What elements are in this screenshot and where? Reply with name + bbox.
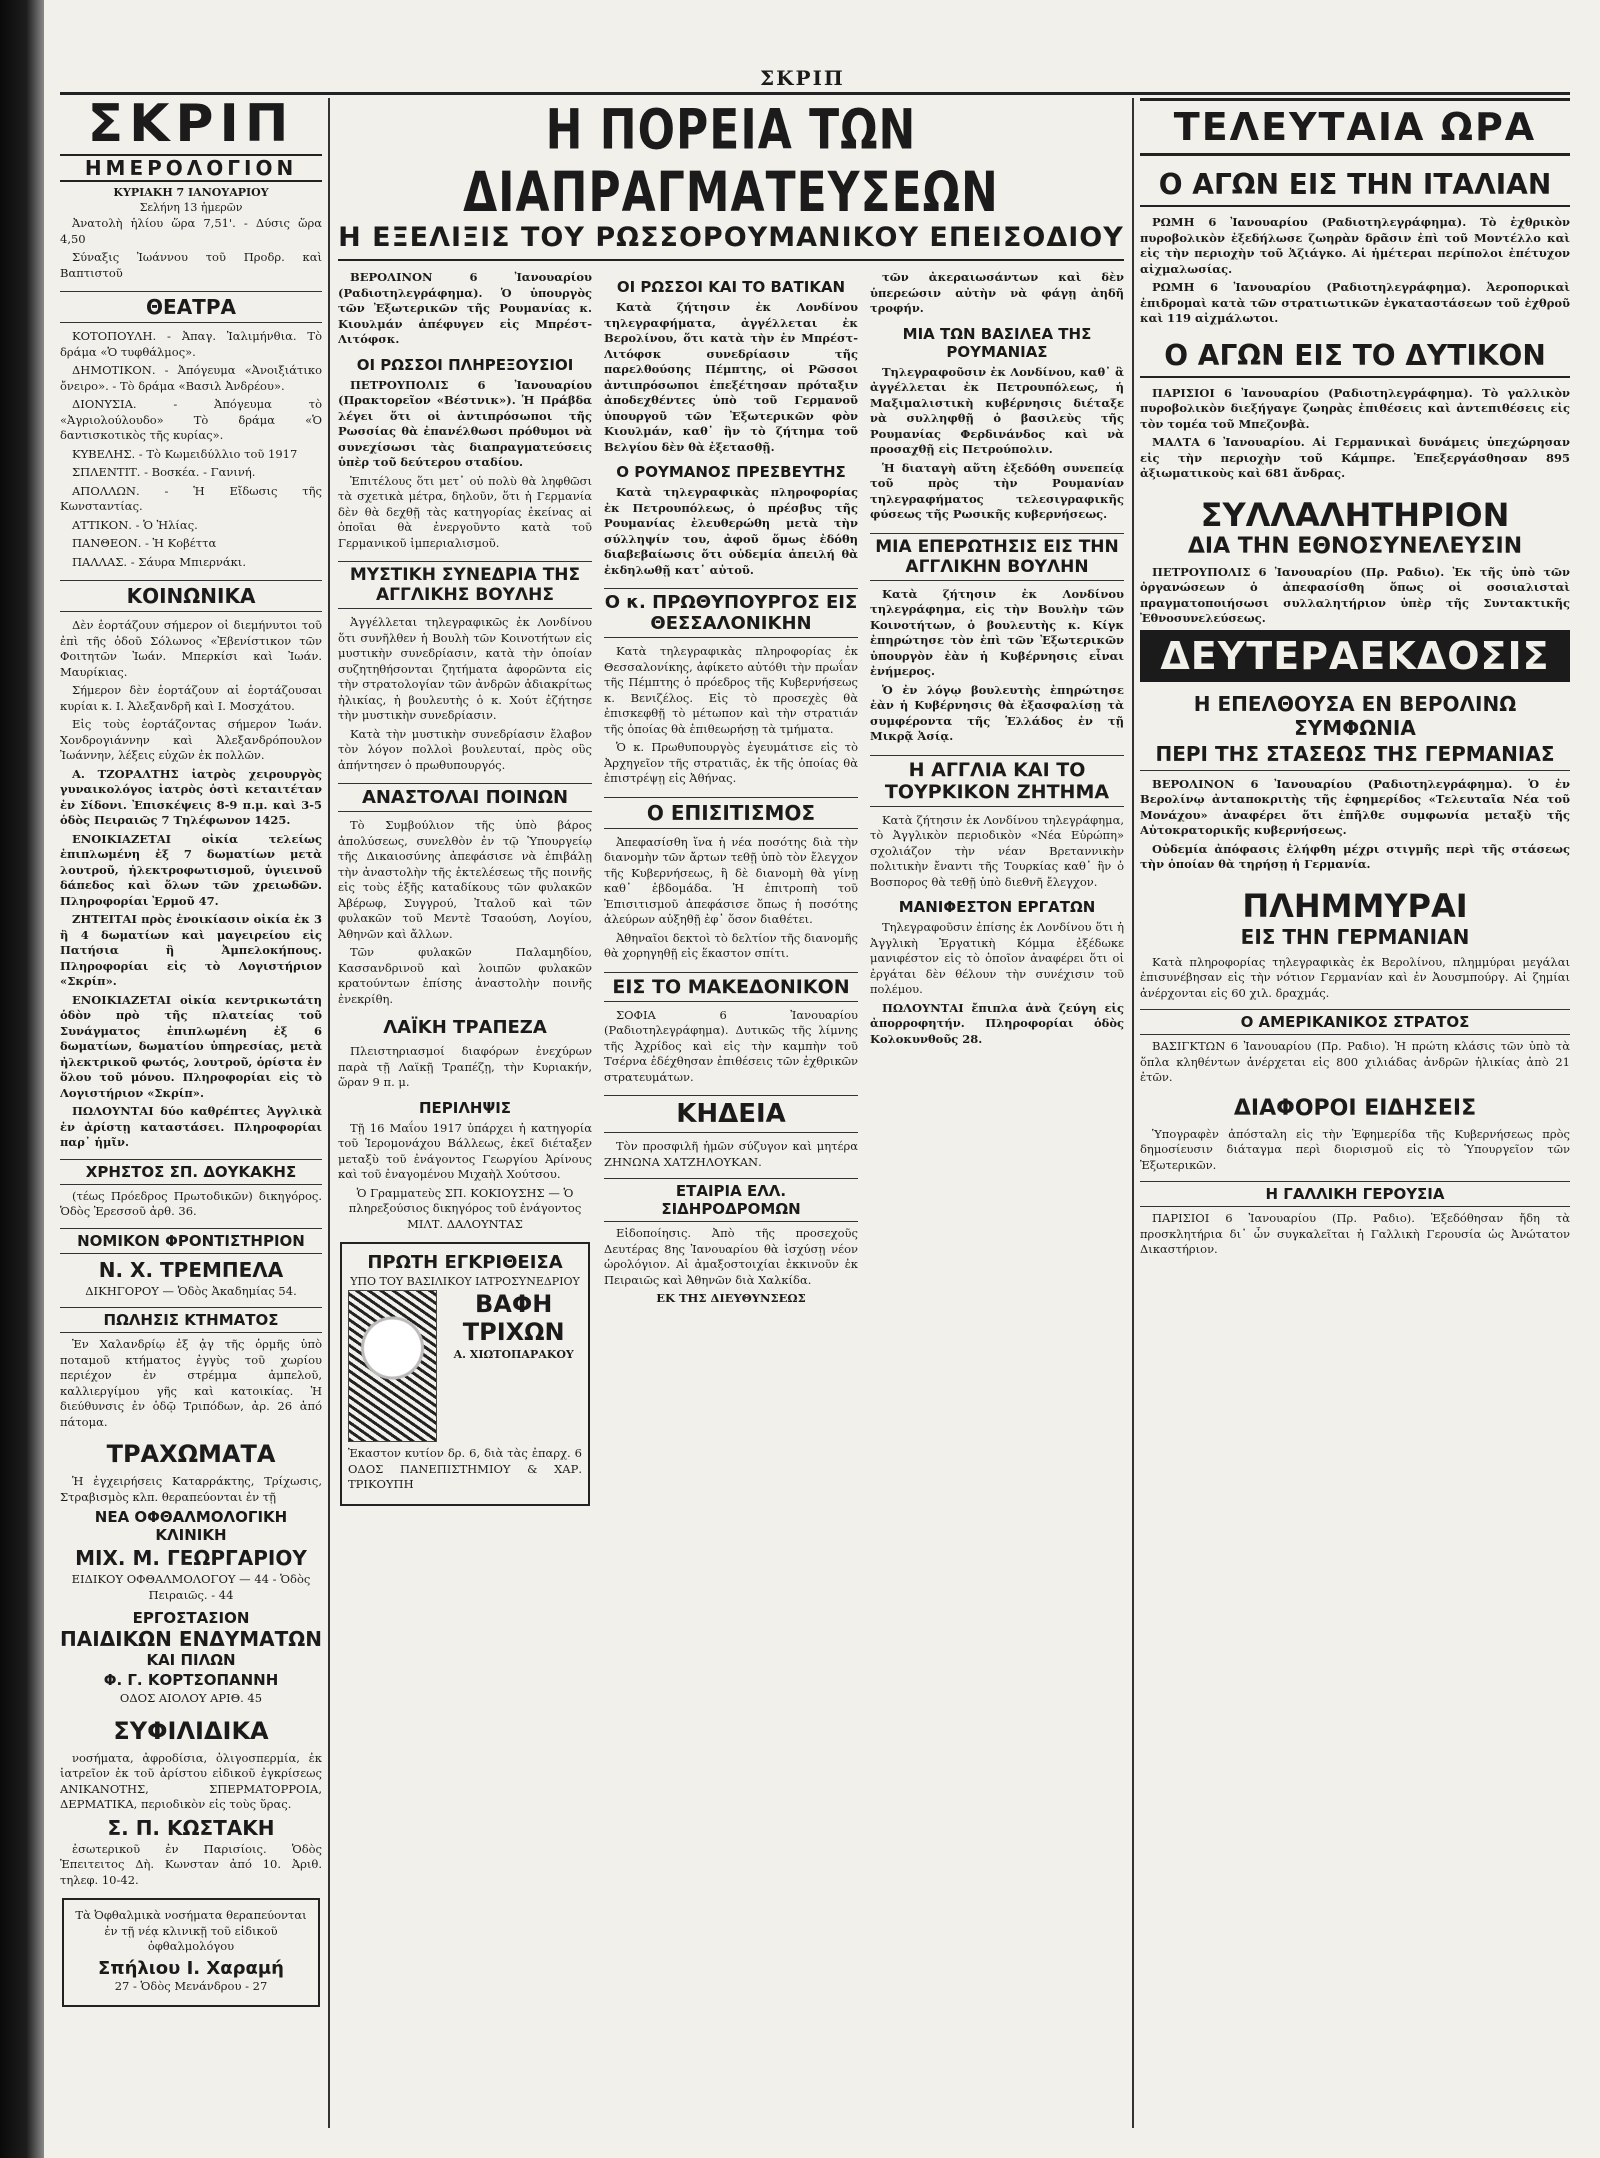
england-turkey-heading: Η ΑΓΓΛΙΑ ΚΑΙ ΤΟ ΤΟΥΡΚΙΚΟΝ ΖΗΤΗΜΑ bbox=[870, 755, 1124, 807]
lawyer-heading: ΧΡΗΣΤΟΣ ΣΠ. ΔΟΥΚΑΚΗΣ bbox=[60, 1159, 322, 1185]
article-text: ΠΕΤΡΟΥΠΟΛΙΣ 6 Ἰανουαρίου (Πρακτορεῖον «Βέστνικ»). Ἡ Πράβδα λέγει ὅτι οἱ ἀντιπρόσωποι τῆς Ρωσσίας θὰ ἐπανέλθωσι πρόθυμοι νὰ συνεχίσωσι τὰς διαπραγματεύσεις ὑπὲρ τοῦ δεύτερου σταδίου. bbox=[338, 377, 592, 469]
syphilis-text: νοσήματα, ἀφροδίσια, ὀλιγοσπερμία, ἐκ ἰατρεῖον ἐκ τοῦ ἀρίστου εἰδικοῦ ἐγκρίσεως ΑΝΙΚΑΝΟΤΗΣ, ΣΠΕΡΜΑΤΟΡΡΟΙΑ, ΔΕΡΜΑΤΙΚΑ, περιοδικὸν εἰς τοὺς ὕρας. bbox=[60, 1750, 322, 1811]
trachoma-heading: ΤΡΑΧΩΜΑΤΑ bbox=[106, 1440, 276, 1468]
berlin-agreement-heading: Η ΕΠΕΛΘΟΥΣΑ ΕΝ ΒΕΡΟΛΙΝΩ ΣΥΜΦΩΝΙΑ bbox=[1193, 691, 1517, 740]
summary-heading: ΠΕΡΙΛΗΨΙΣ bbox=[418, 1098, 512, 1117]
newspaper-page bbox=[60, 66, 1570, 2130]
macedonia-text: ΣΟΦΙΑ 6 Ἰανουαρίου (Ραδιοτηλεγράφημα). Δυτικῶς τῆς λίμνης τῆς Ἀχρίδος καὶ εἰς τὴν καμπὴν τοῦ Τσέρνα ἐδέχθησαν ἐπιθέσεις τῶν ἐχθρικῶν στρατευμάτων. bbox=[604, 1007, 858, 1084]
italy-text-2: ΡΩΜΗ 6 Ἰανουαρίου (Ραδιοτηλεγράφημα). Ἀεροπορικαὶ ἐπιδρομαὶ κατὰ τῶν στρατιωτικῶν ἐγκαταστάσεων τοῦ ἐχθροῦ καὶ 119 αἰχμάλωτοι. bbox=[1140, 280, 1570, 325]
west-front-text: ΠΑΡΙΣΙΟΙ 6 Ἰανουαρίου (Ραδιοτηλεγράφημα). Τὸ γαλλικὸν πυροβολικὸν διεξήγαγε ζωηρὰς ἐπιθέσεις καὶ ἀντεπιθέσεις εἰς τὸν τομέα τοῦ Μπεζονβὰ. bbox=[1140, 385, 1570, 431]
main-subheadline: Η ΕΞΕΛΙΞΙΣ ΤΟΥ ΡΩΣΣΟΡΟΥΜΑΝΙΚΟΥ ΕΠΕΙΣΟΔΙΟΥ bbox=[338, 222, 1124, 261]
macedonia-heading: ΕΙΣ ΤΟ ΜΑΚΕΔΟΝΙΚΟΝ bbox=[604, 972, 858, 1002]
left-column bbox=[60, 98, 322, 2128]
moon-line: Σελήνη 13 ἡμερῶν bbox=[139, 201, 243, 214]
premier-text: Κατὰ τηλεγραφικὰς πληροφορίας ἐκ Θεσσαλονίκης, ἀφίκετο αὐτόθι τὴν πρωΐαν τῆς Πέμπτης ὁ πρόεδρος τῆς Κυβερνήσεως κ. Βενιζέλος. Εἰς τὸ προσεχὲς θὰ ἐπισκεφθῇ τὸ μέτωπον καὶ τὴν στρατιάν τῆς ὁποίας θὰ ἐπιθεωρήσῃ τὰ τμήματα. bbox=[604, 644, 858, 736]
factory-heading-3: ΚΑΙ ΠΙΛΩΝ bbox=[146, 1651, 236, 1669]
germany-stance-heading: ΠΕΡΙ ΤΗΣ ΣΤΑΣΕΩΣ ΤΗΣ ΓΕΡΜΑΝΙΑΣ bbox=[1140, 742, 1570, 771]
theatre-entry: ΣΠΛΕΝΤΙΤ. - Βοσκέα. - Γανινή. bbox=[72, 465, 256, 479]
article-continuation: τῶν ἀκεραιωσάντων καὶ δὲν ὑπερεώσιν αὐτὴν νὰ φάγῃ ἀηδῆ τροφήν. bbox=[870, 270, 1124, 315]
floods-heading: ΠΛΗΜΜΥΡΑΙ bbox=[1242, 886, 1468, 925]
hair-dye-ad-subheading: ΥΠΟ ΤΟΥ ΒΑΣΙΛΙΚΟΥ ΙΑΤΡΟΣΥΝΕΔΡΙΟΥ bbox=[350, 1275, 580, 1288]
property-sale-heading: ΠΩΛΗΣΙΣ ΚΤΗΜΑΤΟΣ bbox=[60, 1307, 322, 1333]
summary-signature: Ὁ Γραμματεὺς ΣΠ. ΚΟΚΙΟΥΣΗΣ — Ὁ πληρεξούσιος δικηγόρος τοῦ ἐνάγοντος ΜΙΛΤ. ΔΑΛΟΥΝΤΑΣ bbox=[348, 1185, 582, 1231]
law-office-text: ΔΙΚΗΓΟΡΟΥ — Ὁδὸς Ἀκαδημίας 54. bbox=[85, 1283, 297, 1298]
lawyer-text: (τέως Πρόεδρος Πρωτοδικῶν) δικηγόρος. Ὁδὸς Ἐρεσσοῦ ἀρθ. 36. bbox=[60, 1188, 322, 1218]
romania-king-text-2: Ἡ διαταγὴ αὕτη ἐξεδόθη συνεπείᾳ τοῦ πρὸς τὴν Ρουμανίαν τηλεγραφήματος τελεσιγραφικῆς φύσεως τῆς Ρωσικῆς κυβερνήσεως. bbox=[870, 460, 1124, 521]
clinic-heading: ΝΕΑ ΟΦΘΑΛΜΟΛΟΓΙΚΗ ΚΛΙΝΙΚΗ bbox=[94, 1508, 288, 1544]
penalty-text-2: Τῶν φυλακῶν Παλαμηδίου, Κασσανδρινοῦ καὶ λοιπῶν φυλακῶν κρατούντων ἐπίσης ἀναστολὴν ποινῆς ἐνεκρίθη. bbox=[338, 945, 592, 1006]
inquiry-heading: ΜΙΑ ΕΠΕΡΩΤΗΣΙΣ ΕΙΣ ΤΗΝ ΑΓΓΛΙΚΗΝ ΒΟΥΛΗΝ bbox=[870, 533, 1124, 581]
west-front-text-2: ΜΑΛΤΑ 6 Ἰανουαρίου. Αἱ Γερμανικαὶ δυνάμεις ὑπεχώρησαν εἰς τὴν περιοχὴν τοῦ Κάμπρε. Ἐπεξεργάσθησαν 895 ἀξιωματικοὺς καὶ 681 ἄνδρας. bbox=[1140, 435, 1570, 480]
theatre-entry: ΚΥΒΕΛΗΣ. - Τὸ Κωμειδύλλιο τοῦ 1917 bbox=[72, 446, 298, 461]
brand-title: ΣΚΡΙΠ bbox=[87, 98, 295, 154]
main-headline: Η ΠΟΡΕΙΑ ΤΩΝ ΔΙΑΠΡΑΓΜΑΤΕΥΣΕΩΝ bbox=[463, 98, 999, 225]
center-column-2 bbox=[604, 270, 858, 2128]
provisioning-text-2: Ἀθηναῖοι δεκτοὶ τὸ δελτίον τῆς διανομῆς θὰ χορηγηθῇ εἰς ἕκαστον σπίτι. bbox=[604, 930, 858, 960]
social-note: Δὲν ἑορτάζουν σήμερον οἱ διεμήνυτοι τοῦ ἐπὶ τῆς ὁδοῦ Σόλωνος «Ἐβενίστικον τῶν Φοιτητῶν Ἰωάν. Μπερκίσι καὶ Ἰωάν. Μαυρίκιας. bbox=[60, 618, 322, 679]
clinic-text: ΕΙΔΙΚΟΥ ΟΦΘΑΛΜΟΛΟΓΟΥ — 44 - Ὁδὸς Πειραιῶς. - 44 bbox=[71, 1572, 311, 1602]
railway-text: Εἰδοποίησις. Ἀπὸ τῆς προσεχοῦς Δευτέρας 8ης Ἰανουαρίου θὰ ἰσχύσῃ νέον ὡρολόγιον. Αἱ ἀμαξοστοιχίαι ἐκκινοῦν ἐκ Πειραιῶς καὶ Ἀθηνῶν διὰ Χαλκίδα. bbox=[604, 1226, 858, 1287]
hair-dye-ad bbox=[340, 1242, 590, 1506]
column-rule bbox=[1132, 98, 1134, 2128]
penalty-heading: ΑΝΑΣΤΟΛΑΙ ΠΟΙΝΩΝ bbox=[338, 783, 592, 812]
bank-heading: ΛΑΪΚΗ ΤΡΑΠΕΖΑ bbox=[383, 1017, 547, 1038]
railway-signature: ΕΚ ΤΗΣ ΔΙΕΥΘΥΝΣΕΩΣ bbox=[656, 1291, 806, 1305]
french-senate-text: ΠΑΡΙΣΙΟΙ 6 Ἰανουαρίου (Πρ. Ραδιο). Ἐξεδόθησαν ἤδη τὰ προσκλητήρια δι᾽ ὧν συγκαλεῖται ἡ Γαλλικὴ Γερουσία ὡς Ἀνώτατον Δικαστήριον. bbox=[1140, 1211, 1570, 1256]
premier-heading: Ο κ. ΠΡΩΘΥΠΟΥΡΓΟΣ ΕΙΣ ΘΕΣΣΑΛΟΝΙΚΗΝ bbox=[604, 588, 858, 638]
theatre-entry: ΔΗΜΟΤΙΚΟΝ. - Ἀπόγευμα «Ἀνοιξιάτικο ὄνειρο». - Τὸ δράμα «Βασιλ Ἀνδρέου». bbox=[60, 363, 322, 393]
classified-ad: ΠΩΛΟΥΝΤΑΙ δύο καθρέπτες Ἀγγλικὰ ἐν ἀρίστῃ καταστάσει. Πληροφορίαι παρ᾽ ἡμῖν. bbox=[60, 1104, 322, 1149]
theatre-entry: ΑΤΤΙΚΟΝ. - Ὁ Ἠλίας. bbox=[72, 517, 198, 532]
eye-clinic-text: Τὰ Ὀφθαλμικὰ νοσήματα θεραπεύονται ἐν τῇ νέᾳ κλινικῇ τοῦ εἰδικοῦ ὀφθαλμολόγου bbox=[75, 1908, 307, 1953]
berlin-agreement-text-2: Οὐδεμία ἀπόφασις ἐλήφθη μέχρι στιγμῆς περὶ τῆς στάσεως τὴν ὁποίαν θὰ τηρήσῃ ἡ Γερμανία. bbox=[1140, 841, 1570, 871]
hair-dye-ad-heading: ΠΡΩΤΗ ΕΓΚΡΙΘΕΙΣΑ bbox=[367, 1252, 563, 1273]
french-senate-heading: Η ΓΑΛΛΙΚΗ ΓΕΡΟΥΣΙΑ bbox=[1140, 1181, 1570, 1207]
clinic-name: ΜΙΧ. Μ. ΓΕΩΡΓΑΡΙΟΥ bbox=[75, 1546, 307, 1570]
railway-heading: ΕΤΑΙΡΙΑ ΕΛΛ. ΣΙΔΗΡΟΔΡΟΜΩΝ bbox=[604, 1178, 858, 1222]
england-turkey-text: Κατὰ ζήτησιν ἐκ Λονδίνου τηλεγράφημα, τὸ Ἀγγλικὸν περιοδικὸν «Νέα Εὐρώπη» σχολιάζον τὴν νέαν Βρεταννικὴν πολιτικὴν ἔναντι τῆς Τουρκίας καθ᾽ ἣν ὁ Βοσπορος θὰ τεθῇ ὑπὸ διεθνῆ ἔλεγχον. bbox=[870, 812, 1124, 889]
classified-ad: ΖΗΤΕΙΤΑΙ πρὸς ἐνοικίασιν οἰκία ἐκ 3 ἢ 4 δωματίων καὶ μαγειρείου εἰς Πατήσια ἢ Ἀμπελοκήπους. Πληροφορίαι εἰς τὸ Λογιστήριον «Σκρίπ». bbox=[60, 912, 322, 988]
secret-session-text-2: Κατὰ τὴν μυστικὴν συνεδρίασιν ἔλαβον τὸν λόγον πολλοὶ βουλευταί, πρὸς οὓς ἀπήντησεν ὁ πρωθυπουργός. bbox=[338, 726, 592, 772]
furniture-sale-ad: ΠΩΛΟΥΝΤΑΙ ἔπιπλα ἀνὰ ζεύγη εἰς ἀπορροφητήν. Πληροφορίαι ὁδὸς Κολοκυνθοῦς 28. bbox=[870, 1000, 1124, 1046]
woman-portrait-icon bbox=[348, 1290, 437, 1442]
classified-ad: ΕΝΟΙΚΙΑΖΕΤΑΙ οἰκία κεντρικωτάτη ὁδὸν πρὸ τῆς πλατείας τοῦ Συνάγματος ἐπιπλωμένη ἐξ 6 δωματίων, δωματίου ὑπηρεσίας, μετὰ ἠλεκτρικοῦ φωτός, λουτροῦ, ὁρίστα ἐν ὅλου τοῦ μόνου. Πληροφορίαι εἰς τὸ Λογιστήριον «Σκρίπ». bbox=[60, 992, 322, 1100]
law-office-name: Ν. Χ. ΤΡΕΜΠΕΛΑ bbox=[98, 1257, 284, 1282]
west-front-heading: Ο ΑΓΩΝ ΕΙΣ ΤΟ ΔΥΤΙΚΟΝ bbox=[1140, 339, 1570, 378]
theatre-entry: ΠΑΛΛΑΣ. - Σάυρα Μπιερνάκι. bbox=[72, 554, 246, 569]
workers-manifesto-text: Τηλεγραφοῦσιν ἐπίσης ἐκ Λονδίνου ὅτι ἡ Ἀγγλικὴ Ἐργατικὴ Κόμμα ἐξέδωκε μανιφέστον εἰς τὸ ὁποῖον ἀναφέρει ὅτι οἱ ἐργάται δὲν θέλουν τὴν συνέχισιν τοῦ πολέμου. bbox=[870, 920, 1124, 996]
theatre-entry: ΑΠΟΛΛΩΝ. - Ἡ Εἴδωσις τῆς Κωνσταντίας. bbox=[60, 483, 322, 513]
premier-text-2: Ὁ κ. Πρωθυπουργὸς ἐγευμάτισε εἰς τὸ Ἀρχηγεῖον τῆς στρατιᾶς, ἐκ τῆς ὁποίας θὰ ἐπιστρέψῃ εἰς Ἀθήνας. bbox=[604, 740, 858, 785]
misc-news-text: Ὑπογραφὲν ἀπόσταλη εἰς τὴν Ἐφημερίδα τῆς Κυβερνήσεως πρὸς δημοσίευσιν διάταγμα περὶ διορισμοῦ εἰς τὸ Ὑπουργεῖον τῶν Ἐξωτερικῶν. bbox=[1140, 1126, 1570, 1172]
provisioning-heading: Ο ΕΠΙΣΙΤΙΣΜΟΣ bbox=[604, 797, 858, 829]
last-hour-banner: ΤΕΛΕΥΤΑΙΑ ΩΡΑ bbox=[1140, 98, 1570, 156]
saint-line: Σύναξις Ἰωάννου τοῦ Προδρ. καὶ Βαπτιστοῦ bbox=[60, 250, 322, 280]
vatican-heading: ΟΙ ΡΩΣΣΟΙ ΚΑΙ ΤΟ ΒΑΤΙΚΑΝ bbox=[616, 278, 846, 296]
syphilis-address: ἐσωτερικοῦ ἐν Παρισίοις. Ὁδὸς Ἐπειτειτος Δὴ. Κωνσταν ἀπό 10. Ἀριθ. τηλεφ. 10-42. bbox=[60, 1841, 322, 1887]
hair-dye-ad-text: Ἐκαστον κυτίον δρ. 6, διὰ τὰς ἐπαρχ. 6 ΟΔΟΣ ΠΑΝΕΠΙΣΤΗΜΙΟΥ & ΧΑΡ. ΤΡΙΚΟΥΠΗ bbox=[348, 1446, 582, 1491]
rally-heading: ΣΥΛΛΑΛΗΤΗΡΙΟΝ bbox=[1200, 495, 1510, 534]
factory-heading-2: ΠΑΙΔΙΚΩΝ ΕΝΔΥΜΑΤΩΝ bbox=[60, 1627, 322, 1651]
floods-text: Κατὰ πληροφορίας τηλεγραφικὰς ἐκ Βερολίνου, πλημμύραι μεγάλαι ἐπισυνέβησαν εἰς τὴν νότιον Γερμανίαν καὶ ἐν Ἀουσμπούργ. Αἱ ζημίαι ἀνέρχονται εἰς 60 χιλ. δραχμάς. bbox=[1140, 954, 1570, 1000]
center-headlines bbox=[338, 98, 1124, 268]
american-army-text: ΒΑΣΙΓΚΤΩΝ 6 Ἰανουαρίου (Πρ. Ραδιο). Ἡ πρώτη κλάσις τῶν ὑπὸ τὰ ὅπλα κληθέντων ἀνέρχεται εἰς 800 χιλιάδας ἀνδρῶν ἡλικίας ἀπὸ 21 ἐτῶν. bbox=[1140, 1039, 1570, 1084]
italy-text: ΡΩΜΗ 6 Ἰανουαρίου (Ραδιοτηλεγράφημα). Τὸ ἐχθρικὸν πυροβολικὸν ἐξεδήλωσε ζωηρὰν δρᾶσιν ἐπὶ τοῦ Μοντέλλο καὶ εἰς τὴν περιοχὴν τοῦ Ἀζιάγκο. Αἱ ἡμέτεραι περίπολοι ἐπέτυχον αἰχμαλωσίας. bbox=[1140, 215, 1570, 276]
theatre-entry: ΚΟΤΟΠΟΥΛΗ. - Ἀπαγ. Ἱαλιμήνθια. Τὸ δράμα «Ὁ τυφθάλμος». bbox=[60, 329, 322, 359]
romania-king-text: Τηλεγραφοῦσιν ἐκ Λονδίνου, καθ᾽ ἃ ἀγγέλλεται ἐκ Πετρουπόλεως, ἡ Μαξιμαλιστικὴ κυβέρνησις διέταξε νὰ συλληφθῇ ὁ βασιλεὺς τῆς Ρουμανίας Φερδινάνδος καὶ νὰ προσαχθῇ εἰς Πετρούπολιν. bbox=[870, 364, 1124, 456]
envoy-text: Κατὰ τηλεγραφικὰς πληροφορίας ἐκ Πετρουπόλεως, ὁ πρέσβυς τῆς Ρουμανίας ἐλευθερώθη μετὰ τὴν σύλληψίν του, ἀφοῦ ὅμως ἐδόθη διαβεβαίωσις ὅτι οὐδεμία ἀπειλή θὰ ἐκδηλωθῇ κατ᾽ αὐτοῦ. bbox=[604, 485, 858, 577]
syphilis-heading: ΣΥΦΙΛΙΔΙΚΑ bbox=[113, 1716, 269, 1745]
inquiry-text-2: Ὁ ἐν λόγῳ βουλευτὴς ἐπηρώτησε ἐὰν ἡ Κυβέρνησις θὰ ἐξασφαλίσῃ τὰ συμφέροντα τῆς Ἑλλάδος ἐν τῇ Μικρᾷ Ἀσίᾳ. bbox=[870, 682, 1124, 743]
factory-name: Φ. Γ. ΚΟΡΤΣΟΠΑΝΝΗ bbox=[103, 1671, 279, 1689]
article-text: Ἐπιτέλους ὅτι μετ᾽ οὐ πολὺ θὰ ληφθῶσι τὰ σχετικὰ μέτρα, δηλοῦν, ὅτι ἡ Γερμανία δὲν θὰ δεχθῇ τὰς κατηγορίας ἐκείνας αἱ ὁποῖαι θὰ ἐνεργοῦντο κατὰ τοῦ Γερμανικοῦ ἰμπεριαλισμοῦ. bbox=[338, 473, 592, 550]
calendar-title: ΗΜΕΡΟΛΟΓΙΟΝ bbox=[60, 154, 322, 182]
law-office-heading: ΝΟΜΙΚΟΝ ΦΡΟΝΤΙΣΤΗΡΙΟΝ bbox=[60, 1228, 322, 1254]
sun-line: Ἀνατολὴ ἡλίου ὥρα 7,51'. - Δύσις ὥρα 4,50 bbox=[60, 216, 322, 246]
workers-manifesto-heading: ΜΑΝΙΦΕΣΤΟΝ ΕΡΓΑΤΩΝ bbox=[898, 898, 1096, 916]
eye-clinic-doctor: Σπήλιου Ι. Χαραμή bbox=[98, 1957, 284, 1979]
right-column bbox=[1140, 98, 1570, 2128]
eye-clinic-address: 27 - Ὁδὸς Μενάνδρου - 27 bbox=[114, 1978, 268, 1993]
syphilis-doctor: Σ. Π. ΚΩΣΤΑΚΗ bbox=[107, 1815, 275, 1840]
factory-heading: ΕΡΓΟΣΤΑΣΙΟΝ bbox=[132, 1609, 250, 1627]
column-rule bbox=[328, 98, 330, 2128]
hair-dye-ad-name: Α. ΧΙΩΤΟΠΑΡΑΚΟΥ bbox=[453, 1348, 574, 1361]
date-line: ΚΥΡΙΑΚΗ 7 ΙΑΝΟΥΑΡΙΟΥ bbox=[113, 186, 269, 199]
misc-news-heading: ΔΙΑΦΟΡΟΙ ΕΙΔΗΣΕΙΣ bbox=[1233, 1095, 1477, 1121]
hair-dye-ad-title: ΒΑΦΗ ΤΡΙΧΩΝ bbox=[462, 1290, 565, 1346]
article-lead: ΒΕΡΟΛΙΝΟΝ 6 Ἰανουαρίου (Ραδιοτηλεγράφημα). Ὁ ὑπουργὸς τῶν Ἐξωτερικῶν τῆς Ρουμανίας κ. Κιουλμάν ἀπέφυγεν εἰς Μπρέστ-Λιτόφσκ. bbox=[338, 270, 592, 346]
funeral-text: Τὸν προσφιλῆ ἡμῶν σύζυγον καὶ μητέρα ΖΗΝΩΝΑ ΧΑΤΖΗΛΟΥΚΑΝ. bbox=[604, 1139, 858, 1169]
theatres-heading: ΘΕΑΤΡΑ bbox=[60, 291, 322, 323]
romania-king-heading: ΜΙΑ ΤΩΝ ΒΑΣΙΛΕΑ ΤΗΣ ΡΟΥΜΑΝΙΑΣ bbox=[902, 324, 1092, 361]
summary-text: Τῇ 16 Μαΐου 1917 ὑπάρχει ἡ κατηγορία τοῦ Ἱερομονάχου Βάλλεως, ἐκεῖ διέταξεν μεταξὺ τοῦ ἐνάγοντος Γεωργίου Ἀρίνους καὶ τοῦ ἐναγομένου Μιχαὴλ Χούτσου. bbox=[338, 1120, 592, 1181]
classified-ad: Α. ΤΖΟΡΑΛΤΗΣ ἰατρὸς χειρουργὸς γυναικολόγος ἰατρὸς ὁστὶ κεταιτέταν ἐν Σίδονι. Ἐπισκέψεις 8-9 π.μ. καὶ 3-5 ὁδὸς Πειραιῶς 7 Τηλέφωνον 1425. bbox=[60, 766, 322, 827]
envoy-heading: Ο ΡΟΥΜΑΝΟΣ ΠΡΕΣΒΕΥΤΗΣ bbox=[616, 463, 846, 481]
article-subheading: ΟΙ ΡΩΣΣΟΙ ΠΛΗΡΕΞΟΥΣΙΟΙ bbox=[356, 355, 574, 374]
rally-text: ΠΕΤΡΟΥΠΟΛΙΣ 6 Ἰανουαρίου (Πρ. Ραδιο). Ἐκ τῆς ὑπὸ τῶν ὀργανώσεων ὁ ἀπεφασίσθη ὅπως οἱ σοσιαλισταὶ πραγματοποιήσωσι συλλαλητήριον ὑπὲρ τῆς Συντακτικῆς Ἐθνοσυνελεύσεως. bbox=[1140, 564, 1570, 625]
classified-ad: ΕΝΟΙΚΙΑΖΕΤΑΙ οἰκία τελείως ἐπιπλωμένη ἐξ 7 δωματίων μετὰ λουτροῦ, ἠλεκτροφωτισμοῦ, ὑγιεινοῦ δάπεδος καὶ ὅλων τῶν χρειωδῶν. Πληροφορίαι Ἐρμοῦ 47. bbox=[60, 831, 322, 908]
secret-session-text: Ἀγγέλλεται τηλεγραφικῶς ἐκ Λονδίνου ὅτι συνῆλθεν ἡ Βουλὴ τῶν Κοινοτήτων εἰς μυστικὴν συνεδρίασιν, κατὰ τὴν ὁποίαν συζητηθήσονται ζητήματα ἀφορῶντα εἰς τὴν στρατολογίαν τῶν ἀνδρῶν ἀδιακρίτως ἡλικίας, ἡ βουλευτὴς ὁ κ. Χούτ ἐζήτησε τὴν μυστικὴν συνεδρίασιν. bbox=[338, 615, 592, 722]
scan-edge bbox=[0, 0, 44, 2158]
factory-address: ΟΔΟΣ ΑΙΟΛΟΥ ΑΡΙΘ. 45 bbox=[119, 1691, 263, 1705]
social-note: Εἰς τοὺς ἑορτάζοντας σήμερον Ἰωάν. Χονδρογιάννην καὶ Ἀλεξανδρόπουλον Ἰωάννην, λέξεις εὐχῶν ἐκ πολλῶν. bbox=[60, 717, 322, 762]
eye-clinic-box bbox=[62, 1898, 320, 2007]
social-note: Σήμερον δὲν ἑορτάζουν αἱ ἑορτάζουσαι κυρίαι κ. Ι. Ἀλεξανδρῆ καὶ Ι. Μοσχάτου. bbox=[60, 683, 322, 713]
secret-session-heading: ΜΥΣΤΙΚΗ ΣΥΝΕΔΡΙΑ ΤΗΣ ΑΓΓΛΙΚΗΣ ΒΟΥΛΗΣ bbox=[338, 561, 592, 609]
second-edition-banner: ΔΕΥΤΕΡΑΕΚΔΟΣΙΣ bbox=[1140, 630, 1570, 682]
theatre-entry: ΠΑΝΘΕΟΝ. - Ἡ Κοβέττα bbox=[72, 536, 217, 550]
funeral-heading: ΚΗΔΕΙΑ bbox=[604, 1095, 858, 1133]
trachoma-text: Ἡ ἐγχειρήσεις Καταρράκτης, Τρίχωσις, Στραβισμὸς κλπ. θεραπεύονται ἐν τῇ bbox=[60, 1474, 322, 1504]
property-sale-text: Ἐν Χαλανδρίῳ ἐξ ᾀγ τῆς ὁρμῆς ὑπὸ ποταμοῦ κτήματος ἐγγὺς τοῦ χωρίου περιέχον ἐν στρέμμα ἀμπελοῦ, καλλιεργίμου γῆς καὶ κατοικίας. Ἡ διεύθυνσις ἐν ὁδῷ Τριπόδων, ἀρ. 26 ἀπό πάτομα. bbox=[60, 1337, 322, 1429]
floods-subheading: ΕΙΣ ΤΗΝ ΓΕΡΜΑΝΙΑΝ bbox=[1240, 924, 1470, 949]
center-column-3 bbox=[870, 270, 1124, 2128]
provisioning-text: Ἀπεφασίσθη ἵνα ἡ νέα ποσότης διὰ τὴν διανομὴν τῶν ἄρτων τεθῇ ὑπὸ τὸν ἔλεγχον τῆς Κυβερνήσεως, ἣ δὲ διανομὴ θὰ γίνῃ καθ᾽ ἑβδομάδα. Ἡ ἐπιτροπὴ τοῦ Ἐπισιτισμοῦ ἀπεφάσισε ὅπως ἡ ποσότης ἀλεύρων αὐξηθῇ ἐφ᾽ ὅσον διαθέτει. bbox=[604, 834, 858, 926]
inquiry-text: Κατὰ ζήτησιν ἐκ Λονδίνου τηλεγράφημα, εἰς τὴν Βουλὴν τῶν Κοινοτήτων, ὁ βουλευτὴς κ. Κίγκ ἐπηρώτησε τὸν ἐπὶ τῶν Ἐξωτερικῶν ὑπουργὸν ἐὰν ἡ Κυβέρνησις εἶναι ἐνήμερος. bbox=[870, 586, 1124, 678]
running-head bbox=[60, 66, 1570, 95]
center-column-1 bbox=[338, 270, 592, 2128]
american-army-heading: Ο ΑΜΕΡΙΚΑΝΙΚΟΣ ΣΤΡΑΤΟΣ bbox=[1140, 1009, 1570, 1035]
bank-text: Πλειστηριασμοί διαφόρων ἐνεχύρων παρὰ τῇ Λαϊκῇ Τραπέζῃ, τὴν Κυριακήν, ὥραν 9 π. μ. bbox=[338, 1044, 592, 1089]
vatican-text: Κατὰ ζήτησιν ἐκ Λονδίνου τηλεγραφήματα, ἀγγέλλεται ἐκ Βερολίνου, ὅτι κατὰ τὴν ἐν Μπρέστ-Λιτόφσκ συνεδρίασιν τῆς παρελθούσης Πέμπτης, οἱ Ρῶσσοι ἀντιπρόσωποι ἐπεξέτησαν πρόταξιν ἀποδεχθέντες ὑπὸ τοῦ Γερμανοῦ ὑπουργοῦ τῶν Ἐξωτερικῶν φὸν Κιουλμάν, καθ᾽ ἣν τὸ ζήτημα τοῦ Βελγίου δὲν θὰ ἐξετασθῇ. bbox=[604, 300, 858, 454]
social-heading: ΚΟΙΝΩΝΙΚΑ bbox=[60, 580, 322, 612]
italy-heading: Ο ΑΓΩΝ ΕΙΣ ΤΗΝ ΙΤΑΛΙΑΝ bbox=[1140, 168, 1570, 207]
penalty-text: Τὸ Συμβούλιον τῆς ὑπὸ βάρος ἀπολύσεως, συνελθὸν ἐν τῷ Ὑπουργείῳ τῆς Δικαιοσύνης ἀπεφάσισε νὰ ἐπιβάλῃ τὴν ἀναστολὴν τῆς ἐκτελέσεως τῆς ποινῆς εἰς τοὺς ἑξῆς καταδίκους τῶν φυλακῶν Ἀβέρωφ, Συγγρού, Ἰταλοῦ καὶ τῶν φυλακῶν τοῦ Μεντὲ Τσαούση, Λογίου, Ἀθηνῶν καὶ ἄλλων. bbox=[338, 818, 592, 941]
rally-subheading: ΔΙΑ ΤΗΝ ΕΘΝΟΣΥΝΕΛΕΥΣΙΝ bbox=[1187, 533, 1523, 559]
berlin-agreement-text: ΒΕΡΟΛΙΝΟΝ 6 Ἰανουαρίου (Ραδιοτηλεγράφημα). Ὁ ἐν Βερολίνῳ ἀνταποκριτὴς τῆς ἐφημερίδος «Τελευταῖα Νέα τοῦ Μονάχου» ἀναφέρει ὅτι ἐπῆλθε συμφωνία μεταξὺ τῆς Αὐτοκρατορικῆς κυβερνήσεως. bbox=[1140, 776, 1570, 837]
theatre-entry: ΔΙΟΝΥΣΙΑ. - Ἀπόγευμα τὸ «Ἀγριολούλουδο» Τὸ δράμα «Ὁ δαντισκοτικὸς τῆς κυρίας». bbox=[60, 397, 322, 442]
running-head-title: ΣΚΡΙΠ bbox=[760, 66, 845, 90]
